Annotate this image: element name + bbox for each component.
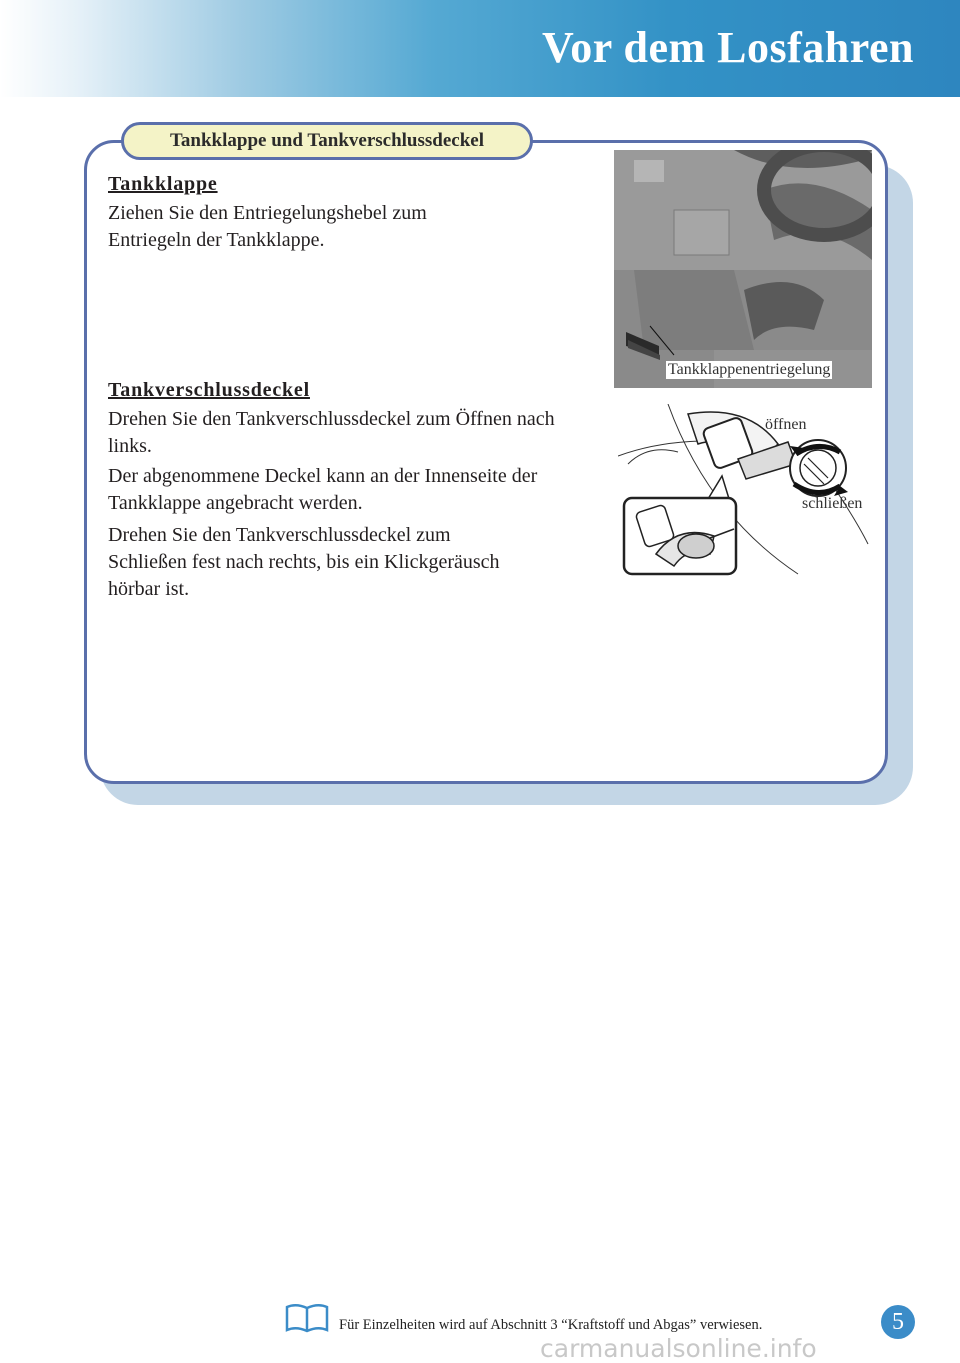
fuel-door-text: Ziehen Sie den Entriegelungshebel zum Entriegeln der Tankklappe. <box>108 202 427 251</box>
fuel-cap-paragraph: Der abgenommene Deckel kann an der Innenseite der Tankklappe angebracht werden. <box>108 465 538 514</box>
fuel-cap-paragraph: Drehen Sie den Tankverschlussdeckel zum Schließen fest nach rechts, bis ein Klickgeräusch hörbar ist. <box>108 524 500 600</box>
page-number: 5 <box>881 1305 915 1339</box>
fuel-cap-heading: Tankverschlussdeckel <box>108 379 310 401</box>
fuel-door-heading: Tankklappe <box>108 173 218 195</box>
page-title: Vor dem Losfahren <box>542 23 914 72</box>
label-open: öffnen <box>765 416 807 433</box>
fuel-cap-paragraph: Drehen Sie den Tankverschlussdeckel zum Öffnen nach links. <box>108 408 555 457</box>
footer-reference: Für Einzelheiten wird auf Abschnitt 3 “Kraftstoff und Abgas” verwiesen. <box>339 1317 763 1333</box>
fuel-cap-illustration <box>618 404 880 582</box>
section-tab: Tankklappe und Tankverschlussdeckel <box>121 122 533 160</box>
book-icon <box>284 1301 330 1335</box>
fuel-door-release-photo <box>614 150 872 388</box>
fuel-door-release-label: Tankklappenentriegelung <box>668 361 831 378</box>
label-close: schließen <box>802 495 863 512</box>
page-header <box>0 0 960 97</box>
watermark: carmanualsonline.info <box>540 1334 817 1363</box>
